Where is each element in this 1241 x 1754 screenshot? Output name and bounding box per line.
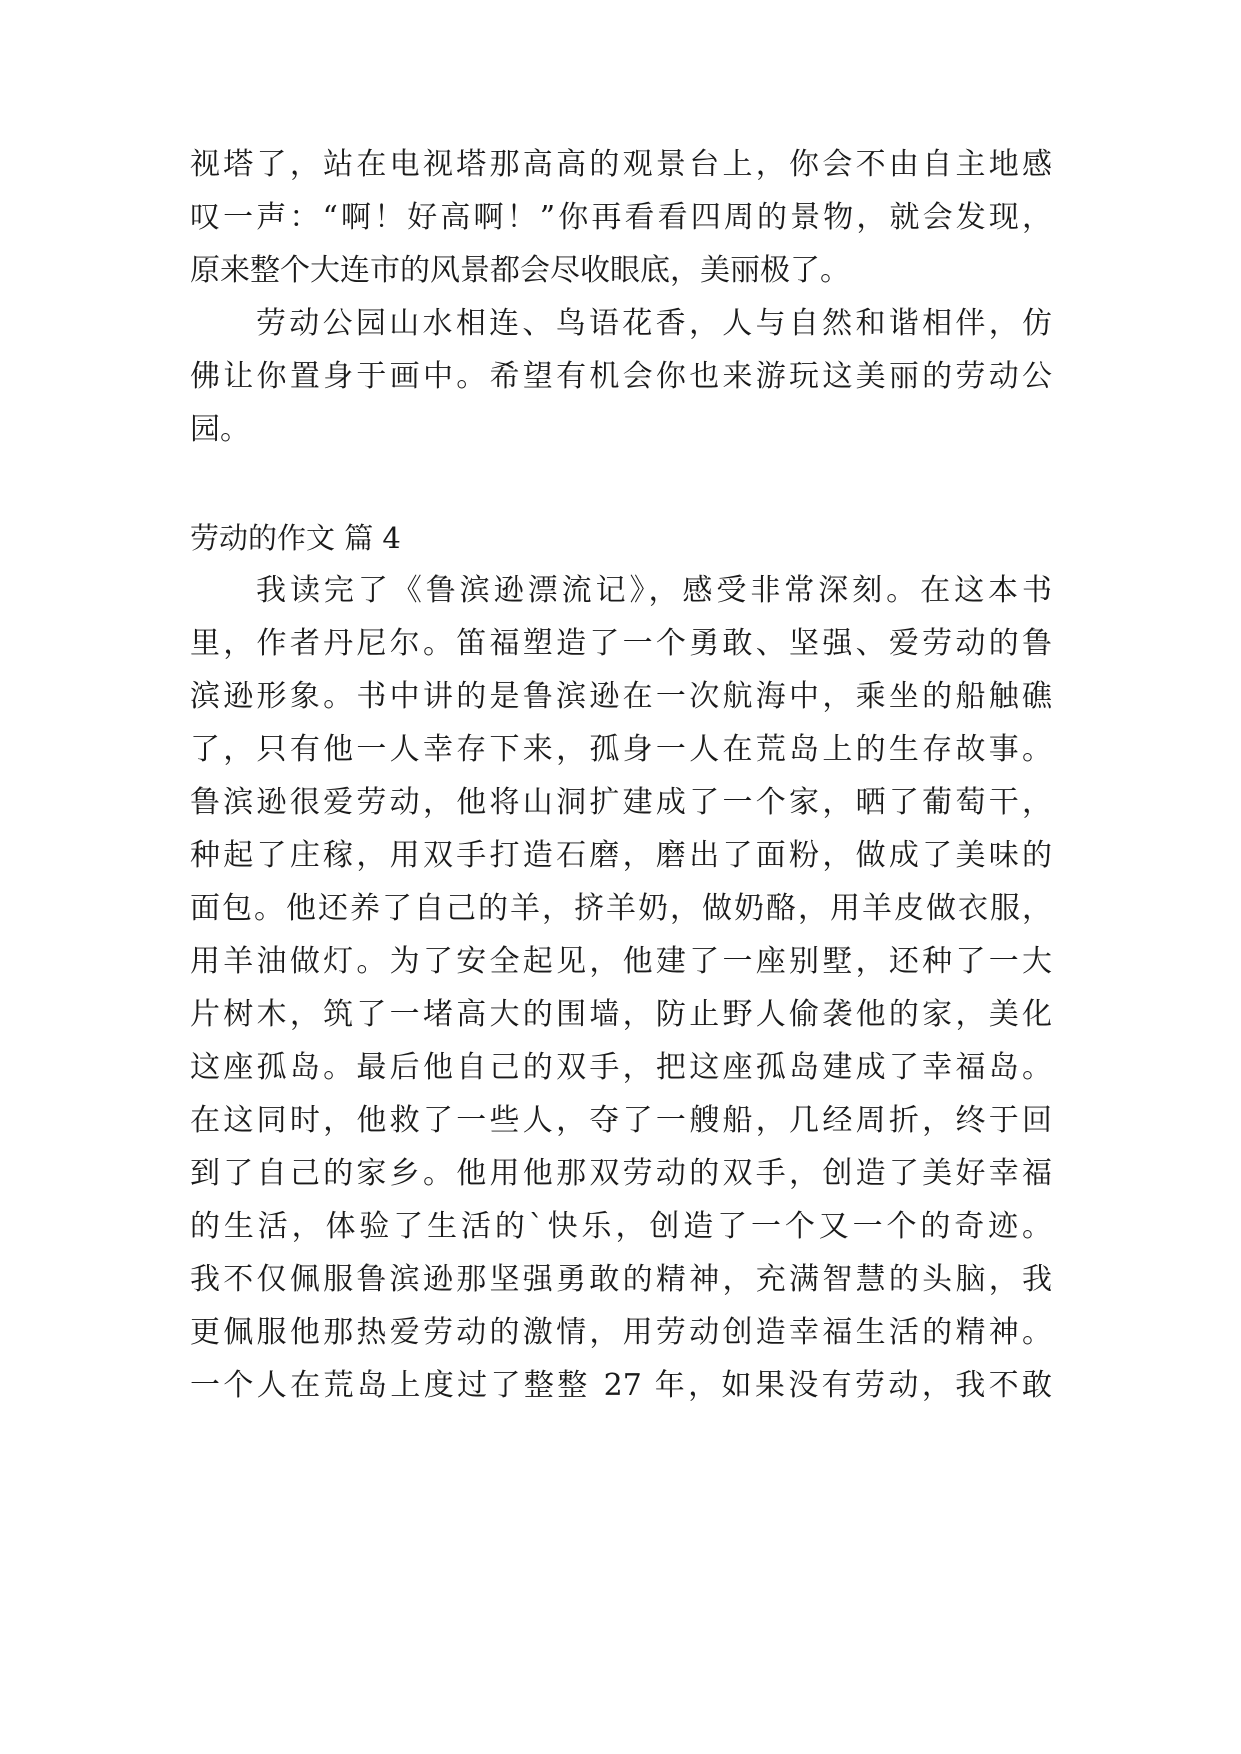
paragraph-line: 滨逊形象。书中讲的是鲁滨逊在一次航海中，乘坐的船触礁 bbox=[190, 679, 1052, 714]
paragraph-line: 了，只有他一人幸存下来，孤身一人在荒岛上的生存故事。 bbox=[190, 732, 1052, 767]
paragraph-line: 园。 bbox=[190, 412, 250, 447]
section-heading: 劳动的作文 篇 4 bbox=[190, 521, 401, 555]
paragraph-line: 一个人在荒岛上度过了整整 27 年，如果没有劳动，我不敢 bbox=[190, 1368, 1052, 1403]
paragraph-line: 原来整个大连市的风景都会尽收眼底，美丽极了。 bbox=[190, 253, 850, 288]
paragraph-line: 更佩服他那热爱劳动的激情，用劳动创造幸福生活的精神。 bbox=[190, 1315, 1052, 1350]
paragraph-line: 片树木，筑了一堵高大的围墙，防止野人偷袭他的家，美化 bbox=[190, 997, 1052, 1032]
paragraph-line: 在这同时，他救了一些人，夺了一艘船，几经周折，终于回 bbox=[190, 1103, 1052, 1138]
paragraph-line: 我读完了《鲁滨逊漂流记》，感受非常深刻。在这本书 bbox=[256, 573, 1052, 608]
paragraph-line: 这座孤岛。最后他自己的双手，把这座孤岛建成了幸福岛。 bbox=[190, 1050, 1052, 1085]
paragraph-line: 的生活，体验了生活的`快乐，创造了一个又一个的奇迹。 bbox=[190, 1209, 1052, 1244]
paragraph-line: 用羊油做灯。为了安全起见，他建了一座别墅，还种了一大 bbox=[190, 944, 1052, 979]
paragraph-line: 视塔了，站在电视塔那高高的观景台上，你会不由自主地感 bbox=[190, 147, 1052, 182]
paragraph-line: 里，作者丹尼尔。笛福塑造了一个勇敢、坚强、爱劳动的鲁 bbox=[190, 626, 1052, 661]
paragraph-line: 种起了庄稼，用双手打造石磨，磨出了面粉，做成了美味的 bbox=[190, 838, 1052, 873]
paragraph-line: 面包。他还养了自己的羊，挤羊奶，做奶酪，用羊皮做衣服， bbox=[190, 891, 1052, 926]
paragraph-line: 劳动公园山水相连、鸟语花香，人与自然和谐相伴，仿 bbox=[256, 306, 1052, 341]
paragraph-line: 佛让你置身于画中。希望有机会你也来游玩这美丽的劳动公 bbox=[190, 359, 1052, 394]
paragraph-line: 到了自己的家乡。他用他那双劳动的双手，创造了美好幸福 bbox=[190, 1156, 1052, 1191]
paragraph-line: 叹一声：“啊！好高啊！”你再看看四周的景物，就会发现， bbox=[190, 200, 1052, 235]
paragraph-line: 鲁滨逊很爱劳动，他将山洞扩建成了一个家，晒了葡萄干， bbox=[190, 785, 1052, 820]
paragraph-line: 我不仅佩服鲁滨逊那坚强勇敢的精神，充满智慧的头脑，我 bbox=[190, 1262, 1052, 1297]
